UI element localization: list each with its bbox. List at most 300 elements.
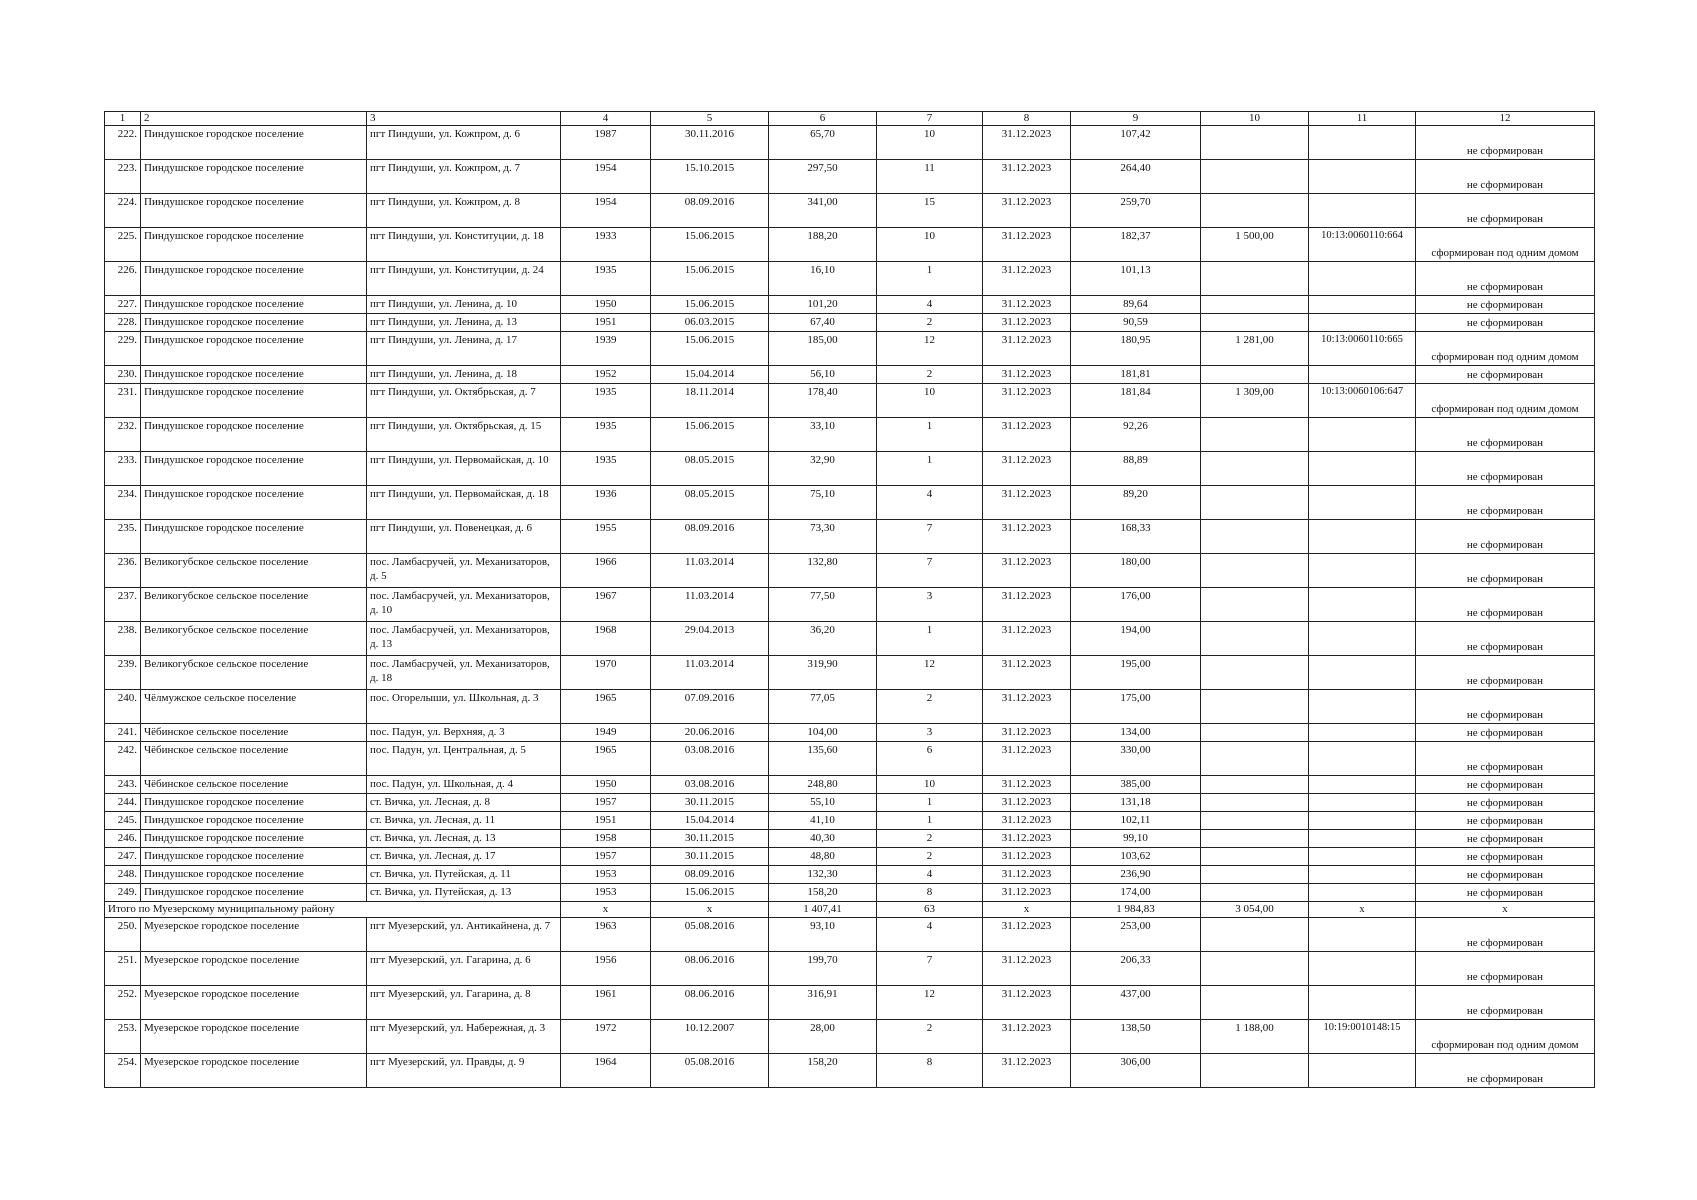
column-header-9: 9 <box>1071 112 1201 126</box>
row-number-cell: 224. <box>105 194 141 228</box>
area-cell: 132,30 <box>769 866 877 884</box>
resettlement-deadline-cell: 31.12.2023 <box>983 160 1071 194</box>
address-cell: пгт Пиндуши, ул. Октябрьская, д. 15 <box>367 418 561 452</box>
cadastral-number-cell <box>1309 690 1416 724</box>
cost-cell: 437,00 <box>1071 986 1201 1020</box>
cost-cell: 138,50 <box>1071 1020 1201 1054</box>
year-built-cell: 1967 <box>561 588 651 622</box>
land-area-cell <box>1201 262 1309 296</box>
cadastral-number-cell <box>1309 848 1416 866</box>
year-built-cell: 1961 <box>561 986 651 1020</box>
address-cell: пос. Падун, ул. Центральная, д. 5 <box>367 742 561 776</box>
year-built-cell: 1953 <box>561 884 651 902</box>
residents-cell: 1 <box>877 622 983 656</box>
cost-cell: 89,20 <box>1071 486 1201 520</box>
land-area-cell <box>1201 952 1309 986</box>
land-status-cell: не сформирован <box>1416 986 1595 1020</box>
cost-cell: 90,59 <box>1071 314 1201 332</box>
year-built-cell: 1957 <box>561 794 651 812</box>
row-number-cell: 239. <box>105 656 141 690</box>
municipality-cell: Пиндушское городское поселение <box>141 452 367 486</box>
column-header-3: 3 <box>367 112 561 126</box>
land-area-cell <box>1201 194 1309 228</box>
total-deadline-cell: x <box>983 902 1071 918</box>
resettlement-deadline-cell: 31.12.2023 <box>983 724 1071 742</box>
table-row <box>105 296 1595 314</box>
row-number-cell: 254. <box>105 1054 141 1088</box>
address-cell: пгт Муезерский, ул. Гагарина, д. 6 <box>367 952 561 986</box>
residents-cell: 1 <box>877 418 983 452</box>
cadastral-number-cell <box>1309 418 1416 452</box>
residents-cell: 12 <box>877 332 983 366</box>
area-cell: 16,10 <box>769 262 877 296</box>
year-built-cell: 1935 <box>561 452 651 486</box>
resettlement-deadline-cell: 31.12.2023 <box>983 812 1071 830</box>
row-number-cell: 247. <box>105 848 141 866</box>
land-status-cell: не сформирован <box>1416 690 1595 724</box>
land-status-cell: не сформирован <box>1416 812 1595 830</box>
municipality-cell: Чёбинское сельское поселение <box>141 776 367 794</box>
cadastral-number-cell <box>1309 314 1416 332</box>
recognition-date-cell: 15.10.2015 <box>651 160 769 194</box>
area-cell: 65,70 <box>769 126 877 160</box>
land-status-cell: не сформирован <box>1416 588 1595 622</box>
year-built-cell: 1958 <box>561 830 651 848</box>
land-area-cell <box>1201 776 1309 794</box>
land-area-cell <box>1201 986 1309 1020</box>
column-header-6: 6 <box>769 112 877 126</box>
resettlement-deadline-cell: 31.12.2023 <box>983 126 1071 160</box>
column-header-5: 5 <box>651 112 769 126</box>
recognition-date-cell: 15.06.2015 <box>651 296 769 314</box>
column-header-4: 4 <box>561 112 651 126</box>
area-cell: 158,20 <box>769 1054 877 1088</box>
address-cell: пгт Пиндуши, ул. Первомайская, д. 18 <box>367 486 561 520</box>
row-number-cell: 253. <box>105 1020 141 1054</box>
cost-cell: 195,00 <box>1071 656 1201 690</box>
cost-cell: 181,81 <box>1071 366 1201 384</box>
table-row <box>105 656 1595 690</box>
column-header-8: 8 <box>983 112 1071 126</box>
table-row <box>105 194 1595 228</box>
residents-cell: 1 <box>877 452 983 486</box>
resettlement-deadline-cell: 31.12.2023 <box>983 262 1071 296</box>
year-built-cell: 1965 <box>561 690 651 724</box>
address-cell: пгт Пиндуши, ул. Кожпром, д. 8 <box>367 194 561 228</box>
land-area-cell: 1 188,00 <box>1201 1020 1309 1054</box>
area-cell: 158,20 <box>769 884 877 902</box>
address-cell: пос. Ламбасручей, ул. Механизаторов, д. 18 <box>367 656 561 690</box>
municipality-cell: Муезерское городское поселение <box>141 1054 367 1088</box>
resettlement-deadline-cell: 31.12.2023 <box>983 848 1071 866</box>
table-row <box>105 486 1595 520</box>
land-area-cell <box>1201 588 1309 622</box>
resettlement-deadline-cell: 31.12.2023 <box>983 656 1071 690</box>
municipality-cell: Чёлмужское сельское поселение <box>141 690 367 724</box>
address-cell: пгт Муезерский, ул. Антикайнена, д. 7 <box>367 918 561 952</box>
address-cell: пгт Пиндуши, ул. Конституции, д. 18 <box>367 228 561 262</box>
land-status-cell: не сформирован <box>1416 724 1595 742</box>
cadastral-number-cell <box>1309 986 1416 1020</box>
municipality-cell: Пиндушское городское поселение <box>141 296 367 314</box>
address-cell: пос. Падун, ул. Школьная, д. 4 <box>367 776 561 794</box>
recognition-date-cell: 11.03.2014 <box>651 588 769 622</box>
row-number-cell: 251. <box>105 952 141 986</box>
row-number-cell: 232. <box>105 418 141 452</box>
land-area-cell <box>1201 452 1309 486</box>
resettlement-deadline-cell: 31.12.2023 <box>983 884 1071 902</box>
row-number-cell: 249. <box>105 884 141 902</box>
cadastral-number-cell: 10:13:0060110:665 <box>1309 332 1416 366</box>
area-cell: 132,80 <box>769 554 877 588</box>
cost-cell: 330,00 <box>1071 742 1201 776</box>
address-cell: ст. Вичка, ул. Лесная, д. 8 <box>367 794 561 812</box>
recognition-date-cell: 05.08.2016 <box>651 918 769 952</box>
recognition-date-cell: 11.03.2014 <box>651 554 769 588</box>
cadastral-number-cell: 10:19:0010148:15 <box>1309 1020 1416 1054</box>
resettlement-deadline-cell: 31.12.2023 <box>983 776 1071 794</box>
row-number-cell: 250. <box>105 918 141 952</box>
address-cell: пгт Пиндуши, ул. Кожпром, д. 7 <box>367 160 561 194</box>
recognition-date-cell: 03.08.2016 <box>651 776 769 794</box>
cadastral-number-cell <box>1309 126 1416 160</box>
recognition-date-cell: 08.09.2016 <box>651 520 769 554</box>
row-number-cell: 229. <box>105 332 141 366</box>
address-cell: ст. Вичка, ул. Лесная, д. 13 <box>367 830 561 848</box>
recognition-date-cell: 15.06.2015 <box>651 262 769 296</box>
total-people-cell: 63 <box>877 902 983 918</box>
recognition-date-cell: 06.03.2015 <box>651 314 769 332</box>
cadastral-number-cell <box>1309 866 1416 884</box>
total-land-cell: 3 054,00 <box>1201 902 1309 918</box>
year-built-cell: 1956 <box>561 952 651 986</box>
area-cell: 319,90 <box>769 656 877 690</box>
recognition-date-cell: 08.09.2016 <box>651 194 769 228</box>
table-row <box>105 918 1595 952</box>
year-built-cell: 1939 <box>561 332 651 366</box>
column-header-10: 10 <box>1201 112 1309 126</box>
cost-cell: 176,00 <box>1071 588 1201 622</box>
area-cell: 93,10 <box>769 918 877 952</box>
cost-cell: 88,89 <box>1071 452 1201 486</box>
area-cell: 40,30 <box>769 830 877 848</box>
cost-cell: 385,00 <box>1071 776 1201 794</box>
table-row <box>105 794 1595 812</box>
municipality-cell: Пиндушское городское поселение <box>141 160 367 194</box>
land-area-cell <box>1201 848 1309 866</box>
cadastral-number-cell <box>1309 656 1416 690</box>
residents-cell: 2 <box>877 690 983 724</box>
residents-cell: 4 <box>877 296 983 314</box>
cadastral-number-cell <box>1309 262 1416 296</box>
municipality-cell: Пиндушское городское поселение <box>141 194 367 228</box>
address-cell: пгт Пиндуши, ул. Повенецкая, д. 6 <box>367 520 561 554</box>
year-built-cell: 1936 <box>561 486 651 520</box>
land-status-cell: не сформирован <box>1416 366 1595 384</box>
land-status-cell: не сформирован <box>1416 160 1595 194</box>
cadastral-number-cell <box>1309 952 1416 986</box>
year-built-cell: 1968 <box>561 622 651 656</box>
cost-cell: 103,62 <box>1071 848 1201 866</box>
residents-cell: 12 <box>877 986 983 1020</box>
recognition-date-cell: 03.08.2016 <box>651 742 769 776</box>
row-number-cell: 227. <box>105 296 141 314</box>
resettlement-deadline-cell: 31.12.2023 <box>983 194 1071 228</box>
land-status-cell: не сформирован <box>1416 296 1595 314</box>
cost-cell: 306,00 <box>1071 1054 1201 1088</box>
table-row <box>105 384 1595 418</box>
cost-cell: 181,84 <box>1071 384 1201 418</box>
land-status-cell: сформирован под одним домом <box>1416 228 1595 262</box>
residents-cell: 2 <box>877 366 983 384</box>
residents-cell: 2 <box>877 830 983 848</box>
residents-cell: 1 <box>877 812 983 830</box>
land-status-cell: не сформирован <box>1416 262 1595 296</box>
cost-cell: 182,37 <box>1071 228 1201 262</box>
municipality-cell: Пиндушское городское поселение <box>141 830 367 848</box>
total-label: Итого по Муезерскому муниципальному району <box>105 902 561 918</box>
cadastral-number-cell: 10:13:0060106:647 <box>1309 384 1416 418</box>
table-row <box>105 1054 1595 1088</box>
year-built-cell: 1970 <box>561 656 651 690</box>
year-built-cell: 1966 <box>561 554 651 588</box>
land-status-cell: не сформирован <box>1416 520 1595 554</box>
table-row <box>105 1020 1595 1054</box>
recognition-date-cell: 30.11.2015 <box>651 848 769 866</box>
land-area-cell: 1 281,00 <box>1201 332 1309 366</box>
land-status-cell: не сформирован <box>1416 742 1595 776</box>
resettlement-deadline-cell: 31.12.2023 <box>983 690 1071 724</box>
residents-cell: 2 <box>877 1020 983 1054</box>
land-status-cell: не сформирован <box>1416 830 1595 848</box>
table-row <box>105 742 1595 776</box>
year-built-cell: 1964 <box>561 1054 651 1088</box>
municipality-cell: Муезерское городское поселение <box>141 918 367 952</box>
row-number-cell: 233. <box>105 452 141 486</box>
area-cell: 104,00 <box>769 724 877 742</box>
area-cell: 341,00 <box>769 194 877 228</box>
cost-cell: 168,33 <box>1071 520 1201 554</box>
address-cell: пгт Пиндуши, ул. Ленина, д. 13 <box>367 314 561 332</box>
resettlement-deadline-cell: 31.12.2023 <box>983 952 1071 986</box>
cadastral-number-cell <box>1309 724 1416 742</box>
address-cell: ст. Вичка, ул. Путейская, д. 11 <box>367 866 561 884</box>
land-status-cell: не сформирован <box>1416 776 1595 794</box>
land-status-cell: сформирован под одним домом <box>1416 384 1595 418</box>
municipality-cell: Великогубское сельское поселение <box>141 622 367 656</box>
row-number-cell: 228. <box>105 314 141 332</box>
cadastral-number-cell <box>1309 918 1416 952</box>
table-row <box>105 848 1595 866</box>
table-row <box>105 724 1595 742</box>
address-cell: пгт Пиндуши, ул. Конституции, д. 24 <box>367 262 561 296</box>
land-status-cell: не сформирован <box>1416 194 1595 228</box>
table-row <box>105 812 1595 830</box>
land-status-cell: сформирован под одним домом <box>1416 332 1595 366</box>
table-row <box>105 884 1595 902</box>
table-row <box>105 690 1595 724</box>
resettlement-deadline-cell: 31.12.2023 <box>983 622 1071 656</box>
recognition-date-cell: 15.06.2015 <box>651 228 769 262</box>
cadastral-number-cell <box>1309 194 1416 228</box>
recognition-date-cell: 08.09.2016 <box>651 866 769 884</box>
address-cell: пос. Ламбасручей, ул. Механизаторов, д. 5 <box>367 554 561 588</box>
address-cell: пос. Ламбасручей, ул. Механизаторов, д. 10 <box>367 588 561 622</box>
area-cell: 178,40 <box>769 384 877 418</box>
column-header-7: 7 <box>877 112 983 126</box>
resettlement-deadline-cell: 31.12.2023 <box>983 588 1071 622</box>
land-status-cell: не сформирован <box>1416 486 1595 520</box>
resettlement-deadline-cell: 31.12.2023 <box>983 452 1071 486</box>
municipality-cell: Великогубское сельское поселение <box>141 656 367 690</box>
municipality-cell: Пиндушское городское поселение <box>141 884 367 902</box>
cost-cell: 107,42 <box>1071 126 1201 160</box>
municipality-cell: Пиндушское городское поселение <box>141 366 367 384</box>
land-area-cell <box>1201 742 1309 776</box>
municipality-cell: Муезерское городское поселение <box>141 986 367 1020</box>
cost-cell: 92,26 <box>1071 418 1201 452</box>
resettlement-deadline-cell: 31.12.2023 <box>983 384 1071 418</box>
municipality-cell: Пиндушское городское поселение <box>141 812 367 830</box>
row-number-cell: 230. <box>105 366 141 384</box>
residents-cell: 3 <box>877 588 983 622</box>
residents-cell: 11 <box>877 160 983 194</box>
land-status-cell: не сформирован <box>1416 656 1595 690</box>
row-number-cell: 238. <box>105 622 141 656</box>
row-number-cell: 226. <box>105 262 141 296</box>
year-built-cell: 1965 <box>561 742 651 776</box>
year-built-cell: 1955 <box>561 520 651 554</box>
municipality-cell: Пиндушское городское поселение <box>141 314 367 332</box>
cadastral-number-cell: 10:13:0060110:664 <box>1309 228 1416 262</box>
total-year-cell: x <box>561 902 651 918</box>
cadastral-number-cell <box>1309 366 1416 384</box>
land-area-cell <box>1201 690 1309 724</box>
land-status-cell: не сформирован <box>1416 126 1595 160</box>
land-area-cell <box>1201 866 1309 884</box>
address-cell: пгт Муезерский, ул. Правды, д. 9 <box>367 1054 561 1088</box>
year-built-cell: 1935 <box>561 418 651 452</box>
residents-cell: 7 <box>877 520 983 554</box>
land-area-cell <box>1201 486 1309 520</box>
recognition-date-cell: 30.11.2015 <box>651 794 769 812</box>
municipality-cell: Пиндушское городское поселение <box>141 384 367 418</box>
area-cell: 67,40 <box>769 314 877 332</box>
cost-cell: 264,40 <box>1071 160 1201 194</box>
area-cell: 75,10 <box>769 486 877 520</box>
land-area-cell <box>1201 314 1309 332</box>
address-cell: ст. Вичка, ул. Лесная, д. 11 <box>367 812 561 830</box>
resettlement-deadline-cell: 31.12.2023 <box>983 554 1071 588</box>
cadastral-number-cell <box>1309 742 1416 776</box>
recognition-date-cell: 30.11.2016 <box>651 126 769 160</box>
area-cell: 28,00 <box>769 1020 877 1054</box>
area-cell: 41,10 <box>769 812 877 830</box>
row-number-cell: 242. <box>105 742 141 776</box>
table-row <box>105 520 1595 554</box>
area-cell: 73,30 <box>769 520 877 554</box>
area-cell: 101,20 <box>769 296 877 314</box>
row-number-cell: 248. <box>105 866 141 884</box>
cost-cell: 174,00 <box>1071 884 1201 902</box>
table-row <box>105 332 1595 366</box>
resettlement-deadline-cell: 31.12.2023 <box>983 830 1071 848</box>
area-cell: 199,70 <box>769 952 877 986</box>
recognition-date-cell: 07.09.2016 <box>651 690 769 724</box>
resettlement-deadline-cell: 31.12.2023 <box>983 1020 1071 1054</box>
land-status-cell: не сформирован <box>1416 794 1595 812</box>
area-cell: 32,90 <box>769 452 877 486</box>
row-number-cell: 225. <box>105 228 141 262</box>
recognition-date-cell: 08.06.2016 <box>651 986 769 1020</box>
residents-cell: 12 <box>877 656 983 690</box>
total-cost-cell: 1 984,83 <box>1071 902 1201 918</box>
address-cell: пгт Пиндуши, ул. Октябрьская, д. 7 <box>367 384 561 418</box>
cost-cell: 99,10 <box>1071 830 1201 848</box>
cost-cell: 175,00 <box>1071 690 1201 724</box>
recognition-date-cell: 15.04.2014 <box>651 366 769 384</box>
area-cell: 77,05 <box>769 690 877 724</box>
cadastral-number-cell <box>1309 520 1416 554</box>
cost-cell: 194,00 <box>1071 622 1201 656</box>
residents-cell: 4 <box>877 918 983 952</box>
resettlement-deadline-cell: 31.12.2023 <box>983 228 1071 262</box>
year-built-cell: 1933 <box>561 228 651 262</box>
land-status-cell: не сформирован <box>1416 848 1595 866</box>
municipality-cell: Пиндушское городское поселение <box>141 794 367 812</box>
municipality-cell: Чёбинское сельское поселение <box>141 724 367 742</box>
land-area-cell <box>1201 160 1309 194</box>
land-area-cell <box>1201 830 1309 848</box>
land-status-cell: не сформирован <box>1416 866 1595 884</box>
recognition-date-cell: 10.12.2007 <box>651 1020 769 1054</box>
municipality-cell: Пиндушское городское поселение <box>141 866 367 884</box>
residents-cell: 4 <box>877 486 983 520</box>
recognition-date-cell: 08.06.2016 <box>651 952 769 986</box>
land-area-cell <box>1201 794 1309 812</box>
land-area-cell <box>1201 366 1309 384</box>
table-row <box>105 126 1595 160</box>
land-area-cell <box>1201 724 1309 742</box>
municipality-cell: Великогубское сельское поселение <box>141 554 367 588</box>
table-row <box>105 588 1595 622</box>
total-status-cell: x <box>1416 902 1595 918</box>
address-cell: ст. Вичка, ул. Лесная, д. 17 <box>367 848 561 866</box>
year-built-cell: 1935 <box>561 262 651 296</box>
recognition-date-cell: 30.11.2015 <box>651 830 769 848</box>
resettlement-deadline-cell: 31.12.2023 <box>983 520 1071 554</box>
area-cell: 135,60 <box>769 742 877 776</box>
resettlement-deadline-cell: 31.12.2023 <box>983 742 1071 776</box>
cadastral-number-cell <box>1309 160 1416 194</box>
land-status-cell: не сформирован <box>1416 314 1595 332</box>
residents-cell: 8 <box>877 884 983 902</box>
row-number-cell: 231. <box>105 384 141 418</box>
recognition-date-cell: 11.03.2014 <box>651 656 769 690</box>
area-cell: 33,10 <box>769 418 877 452</box>
residents-cell: 7 <box>877 952 983 986</box>
municipality-cell: Пиндушское городское поселение <box>141 848 367 866</box>
residents-cell: 1 <box>877 794 983 812</box>
residents-cell: 15 <box>877 194 983 228</box>
cost-cell: 180,95 <box>1071 332 1201 366</box>
cost-cell: 131,18 <box>1071 794 1201 812</box>
municipality-cell: Пиндушское городское поселение <box>141 332 367 366</box>
land-area-cell <box>1201 520 1309 554</box>
resettlement-deadline-cell: 31.12.2023 <box>983 332 1071 366</box>
municipality-cell: Пиндушское городское поселение <box>141 228 367 262</box>
resettlement-deadline-cell: 31.12.2023 <box>983 794 1071 812</box>
